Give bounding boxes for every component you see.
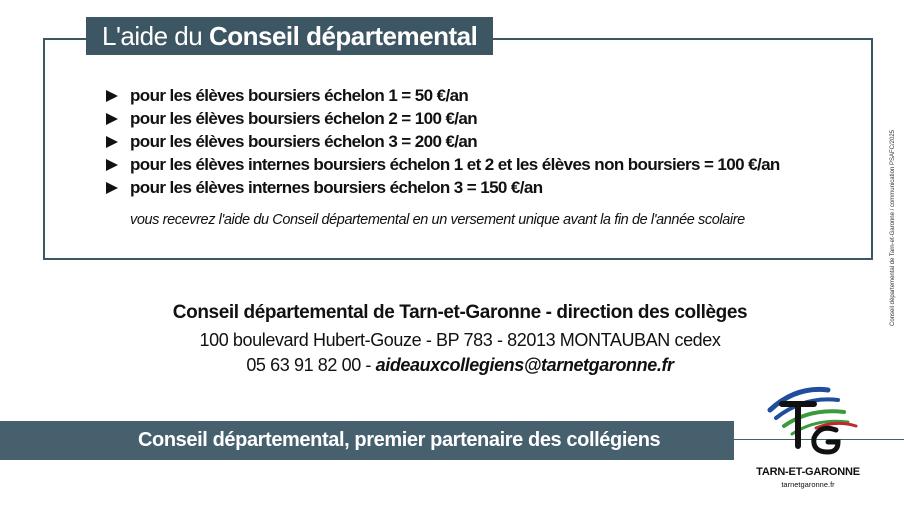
bullet-triangle-icon xyxy=(106,159,118,171)
bullet-triangle-icon xyxy=(106,136,118,148)
tarn-et-garonne-logo-icon xyxy=(756,380,860,466)
section-title xyxy=(86,17,493,55)
title-prefix: L'aide du xyxy=(102,21,209,51)
aid-item: pour les élèves boursiers échelon 2 = 100 €/an xyxy=(106,107,780,130)
aid-item: pour les élèves internes boursiers échelon 1 et 2 et les élèves non boursiers = 100 €/an xyxy=(106,153,780,176)
bullet-triangle-icon xyxy=(106,90,118,102)
logo-name: TARN-ET-GARONNE xyxy=(756,466,860,478)
bullet-triangle-icon xyxy=(106,113,118,125)
aid-item: pour les élèves boursiers échelon 1 = 50 €/an xyxy=(106,84,780,107)
payment-note: vous recevrez l'aide du Conseil départemental en un versement unique avant la fin de l'année scolaire xyxy=(130,212,745,228)
logo-url[interactable]: tarnetgaronne.fr xyxy=(781,480,835,489)
banner-slogan: Conseil départemental, premier partenaire des collégiens xyxy=(138,429,661,451)
aid-item: pour les élèves boursiers échelon 3 = 200 €/an xyxy=(106,130,780,153)
contact-phone: 05 63 91 82 00 - xyxy=(246,355,376,375)
contact-line xyxy=(130,355,790,376)
bullet-triangle-icon xyxy=(106,182,118,194)
contact-email-link[interactable]: aideauxcollegiens@tarnetgaronne.fr xyxy=(375,355,674,375)
aid-item: pour les élèves internes boursiers échelon 3 = 150 €/an xyxy=(106,176,780,199)
aid-list xyxy=(106,84,780,199)
contact-organization: Conseil départemental de Tarn-et-Garonne - direction des collèges xyxy=(172,302,748,323)
title-strong: Conseil départemental xyxy=(208,21,478,51)
contact-address: 100 boulevard Hubert-Gouze - BP 783 - 82013 MONTAUBAN cedex xyxy=(199,330,721,350)
side-credit: Conseil départemental de Tarn-et-Garonne / communication PSAFC/2025 xyxy=(890,130,896,326)
